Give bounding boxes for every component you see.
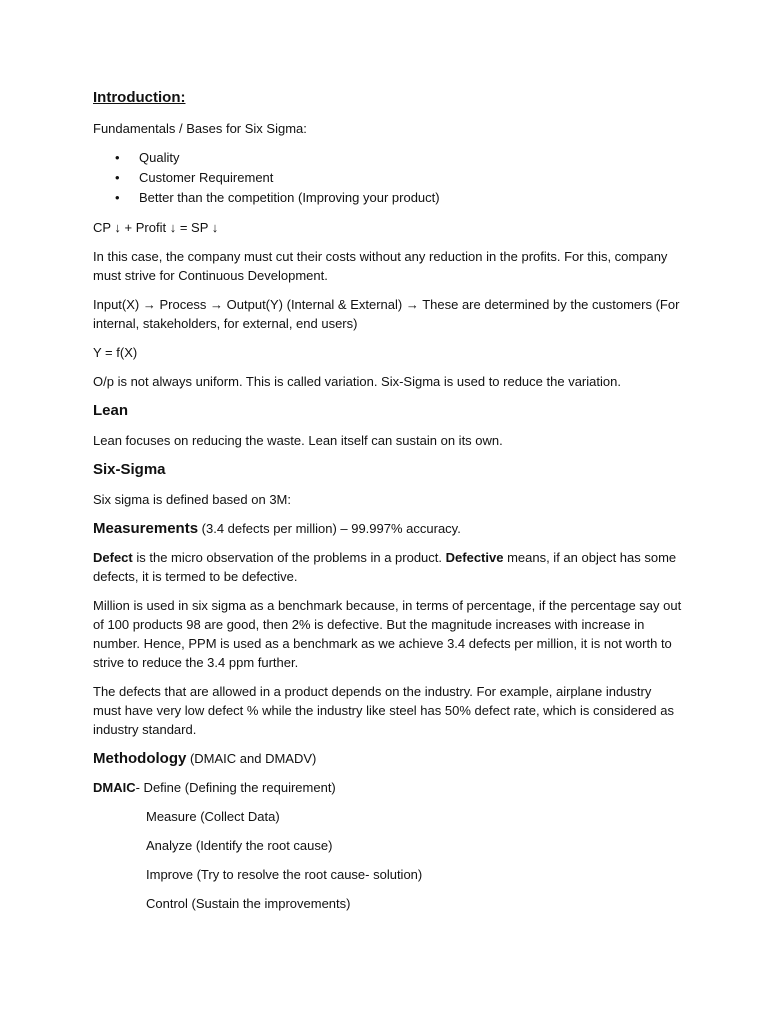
- introduction-heading: Introduction:: [93, 89, 186, 106]
- dmaic-step: Control (Sustain the improvements): [146, 896, 351, 911]
- six-sigma-heading: Six-Sigma: [93, 461, 166, 478]
- dmaic-step: Improve (Try to resolve the root cause- solution): [146, 867, 423, 882]
- paragraph: O/p is not always uniform. This is called variation. Six-Sigma is used to reduce the variation.: [93, 374, 621, 389]
- paragraph: The defects that are allowed in a product depends on the industry. For example, airplane industry must have very low defect % while the industry like steel has 50% defect rate, which is considered as industry standard.: [93, 684, 674, 737]
- paragraph: Lean focuses on reducing the waste. Lean itself can sustain on its own.: [93, 433, 503, 448]
- dmaic-define: DMAIC- Define (Defining the requirement): [93, 780, 336, 795]
- bullet-icon: •: [115, 150, 120, 165]
- paragraph: Six sigma is defined based on 3M:: [93, 492, 291, 507]
- dmaic-step: Analyze (Identify the root cause): [146, 838, 333, 853]
- fundamentals-list: [93, 148, 683, 208]
- bullet-icon: •: [115, 170, 120, 185]
- measurements-heading: Measurements (3.4 defects per million) – 99.997% accuracy.: [93, 520, 461, 537]
- list-item: • Better than the competition (Improving your product): [93, 188, 683, 208]
- list-item: • Quality: [93, 148, 683, 168]
- cost-formula: CP ↓ + Profit ↓ = SP ↓: [93, 220, 219, 235]
- paragraph: Defect is the micro observation of the problems in a product. Defective means, if an object has some defects, it is termed to be defective.: [93, 550, 677, 584]
- bullet-icon: •: [115, 190, 120, 205]
- document-content: [93, 88, 683, 923]
- dmaic-step: Measure (Collect Data): [146, 809, 280, 824]
- fundamentals-line: Fundamentals / Bases for Six Sigma:: [93, 121, 307, 136]
- lean-heading: Lean: [93, 402, 129, 419]
- yfx-formula: Y = f(X): [93, 345, 138, 360]
- paragraph: Million is used in six sigma as a benchmark because, in terms of percentage, if the percentage say out of 100 products 98 are good, then 2% is defective. But the magnitude increases with increase in number. Hence, PPM is used as a benchmark as we achieve 3.4 defects per million, it is not worth to strive to reduce the 3.4 ppm further.: [93, 598, 682, 670]
- paragraph: In this case, the company must cut their costs without any reduction in the profits. For this, company must strive for Continuous Development.: [93, 249, 668, 283]
- paragraph: Input(X) → Process → Output(Y) (Internal & External) → These are determined by the customers (For internal, stakeholders, for external, end users): [93, 297, 680, 331]
- list-item: • Customer Requirement: [93, 168, 683, 188]
- methodology-heading: Methodology (DMAIC and DMADV): [93, 750, 317, 767]
